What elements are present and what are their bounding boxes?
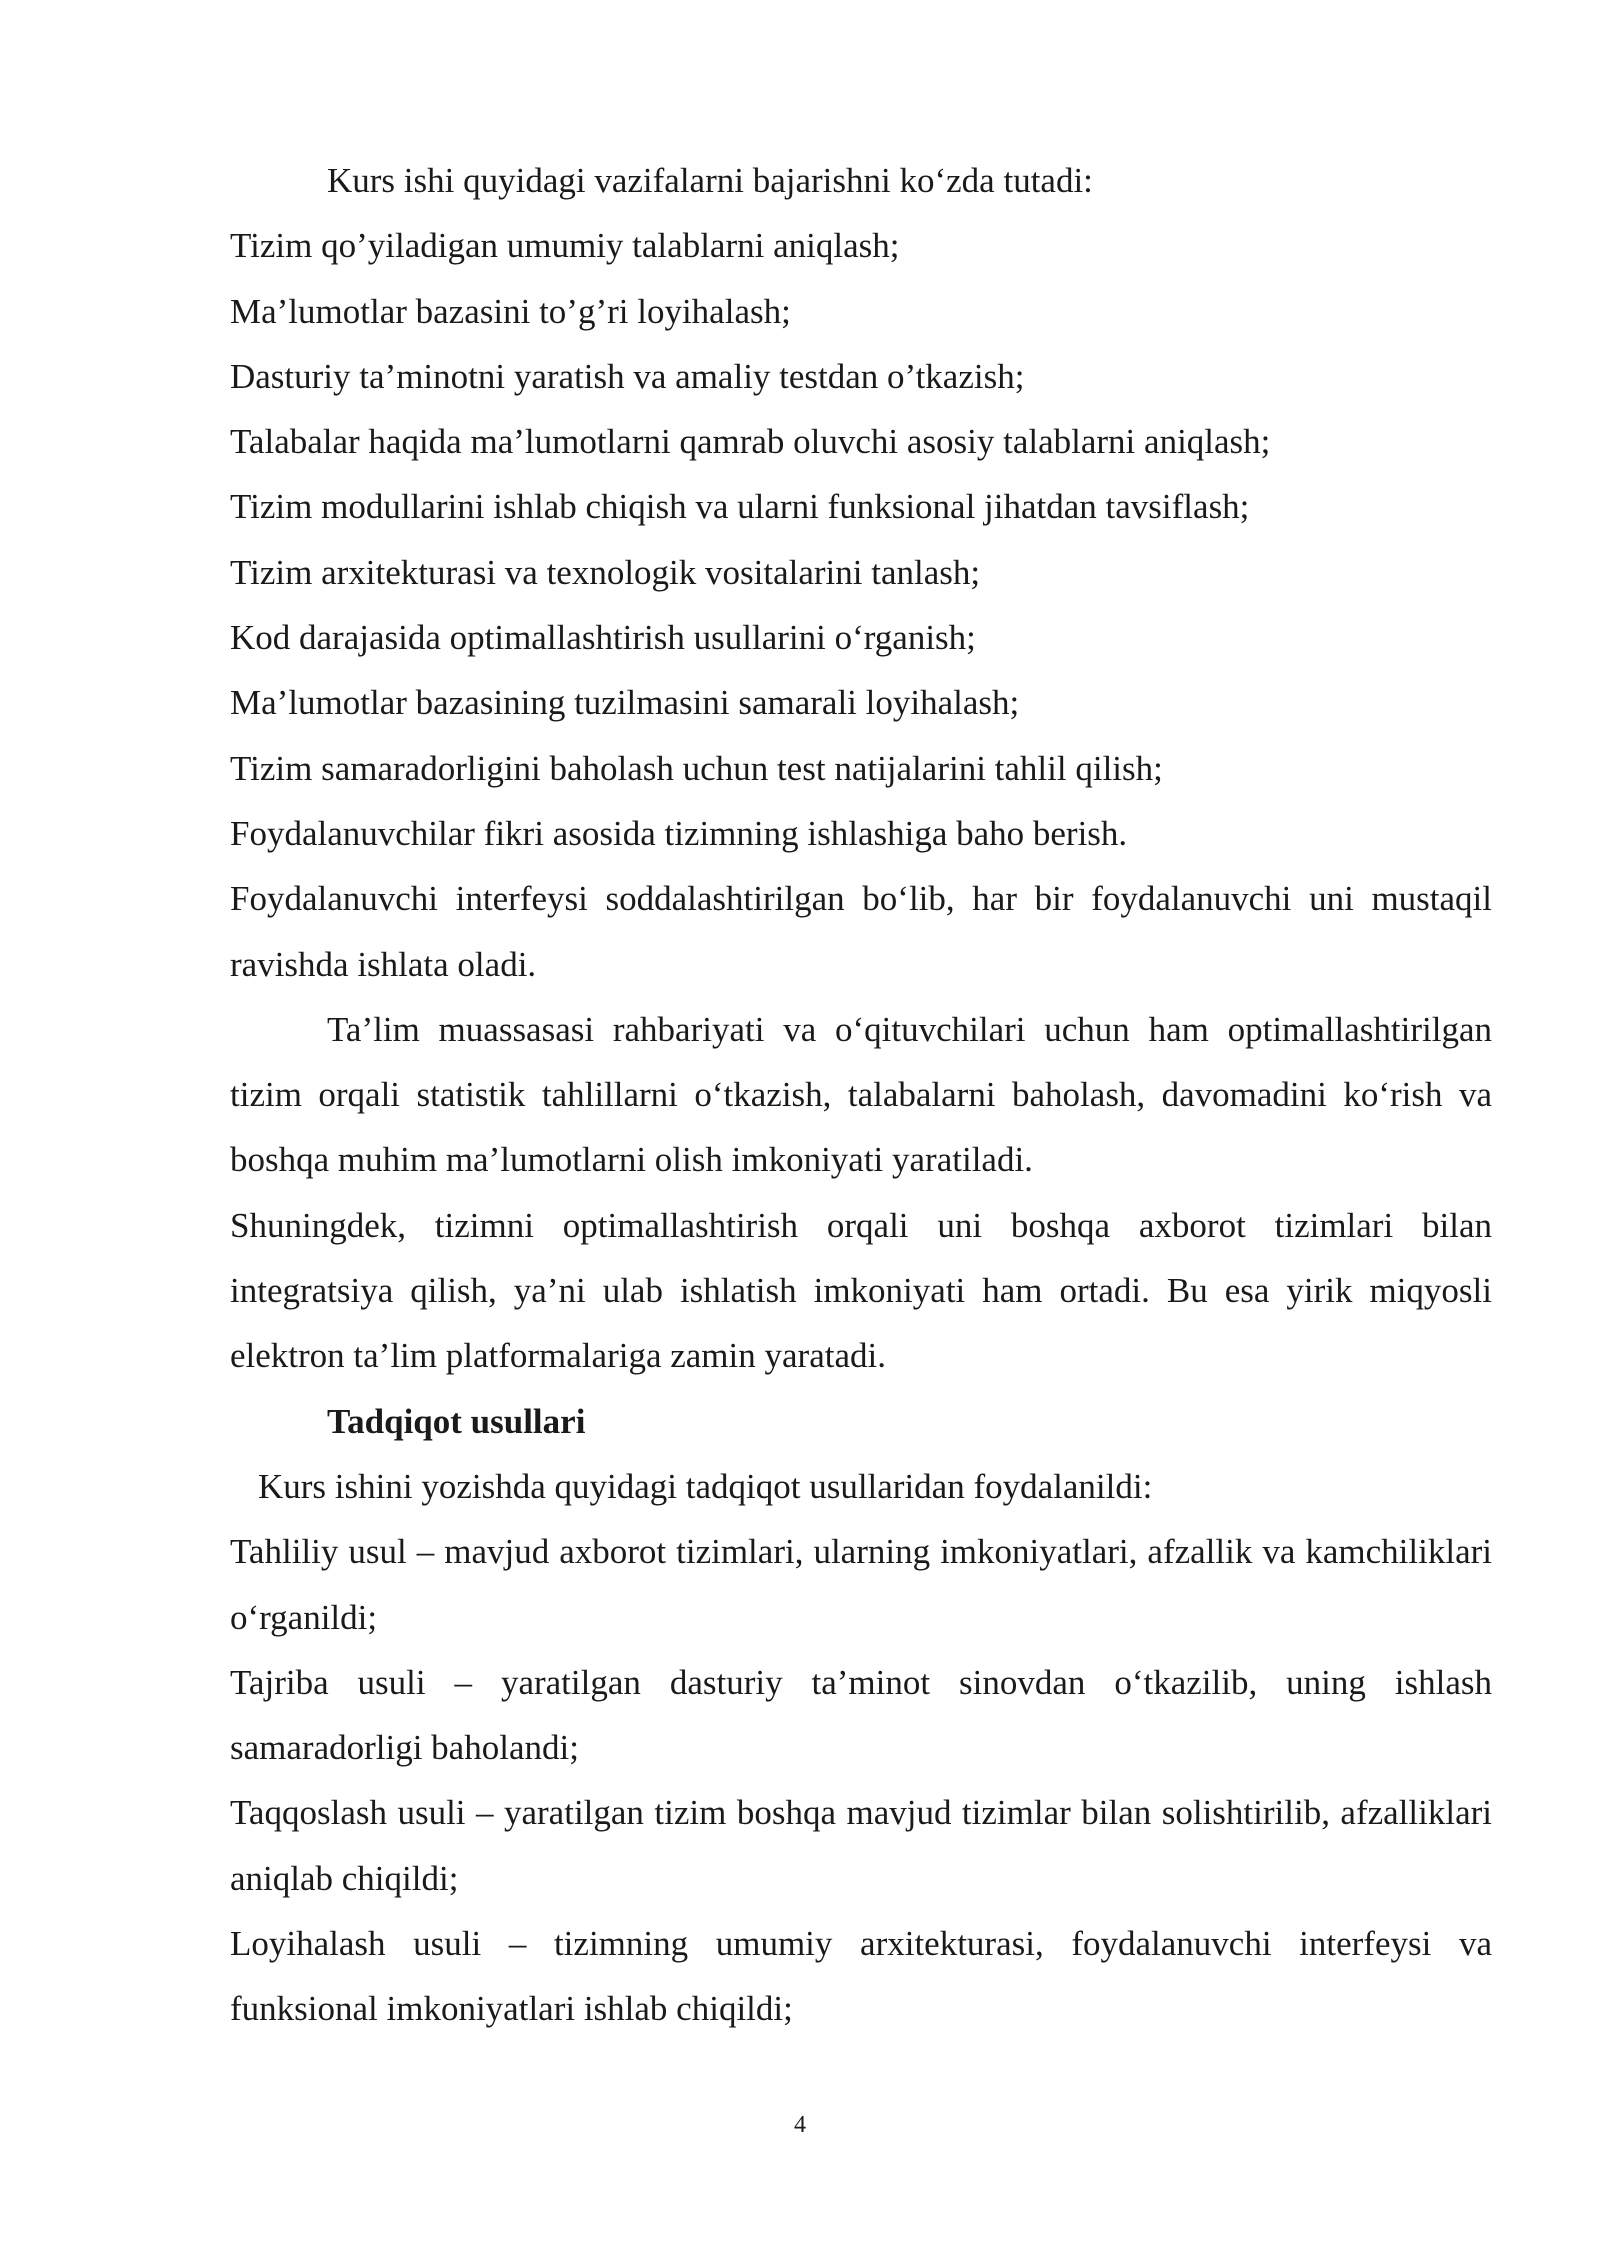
methods-heading: Tadqiqot usullari (327, 1401, 586, 1441)
methods-intro: Kurs ishini yozishda quyidagi tadqiqot usullaridan foydalanildi: (258, 1466, 1153, 1506)
task-item: Foydalanuvchilar fikri asosida tizimning ishlashiga baho berish. (230, 813, 1128, 853)
task-item: Dasturiy ta’minotni yaratish va amaliy testdan o’tkazish; (230, 356, 1025, 396)
task-item: Tizim samaradorligini baholash uchun test natijalarini tahlil qilish; (230, 748, 1163, 788)
page-number: 4 (794, 2112, 806, 2138)
task-item: Tizim arxitekturasi va texnologik vositalarini tanlash; (230, 552, 981, 592)
method-item: Taqqoslash usuli – yaratilgan tizim boshqa mavjud tizimlar bilan solishtirilib, afzalliklari aniqlab chiqildi; (230, 1793, 1492, 1898)
integration-paragraph: Shuningdek, tizimni optimallashtirish orqali uni boshqa axborot tizimlari bilan integratsiya qilish, ya’ni ulab ishlatish imkoniyati ham ortadi. Bu esa yirik miqyosli elektron ta’lim platformalariga zamin yaratadi. (230, 1205, 1492, 1376)
task-item: Tizim qo’yiladigan umumiy talablarni aniqlash; (230, 226, 900, 266)
method-item: Tahliliy usul – mavjud axborot tizimlari, ularning imkoniyatlari, afzallik va kamchiliklari o‘rganildi; (230, 1532, 1492, 1637)
method-item: Loyihalash usuli – tizimning umumiy arxitekturasi, foydalanuvchi interfeysi va funksional imkoniyatlari ishlab chiqildi; (230, 1924, 1492, 2029)
task-item: Ma’lumotlar bazasini to’g’ri loyihalash; (230, 291, 791, 331)
management-paragraph: Ta’lim muassasasi rahbariyati va o‘qituvchilari uchun ham optimallashtirilgan tizim orqali statistik tahlillarni o‘tkazish, talabalarni baholash, davomadini ko‘rish va boshqa muhim ma’lumotlarni olish imkoniyati yaratiladi. (230, 1009, 1492, 1180)
task-item: Ma’lumotlar bazasining tuzilmasini samarali loyihalash; (230, 683, 1020, 723)
tasks-intro: Kurs ishi quyidagi vazifalarni bajarishni ko‘zda tutadi: (327, 161, 1093, 200)
task-item: Kod darajasida optimallashtirish usullarini o‘rganish; (230, 618, 976, 658)
task-item: Talabalar haqida ma’lumotlarni qamrab oluvchi asosiy talablarni aniqlash; (230, 422, 1271, 462)
method-item: Tajriba usuli – yaratilgan dasturiy ta’minot sinovdan o‘tkazilib, uning ishlash samaradorligi baholandi; (230, 1662, 1492, 1768)
interface-paragraph: Foydalanuvchi interfeysi soddalashtirilgan bo‘lib, har bir foydalanuvchi uni mustaqil ravishda ishlata oladi. (230, 879, 1492, 984)
page-content (230, 148, 1492, 2042)
task-item: Tizim modullarini ishlab chiqish va ularni funksional jihatdan tavsiflash; (230, 487, 1250, 527)
